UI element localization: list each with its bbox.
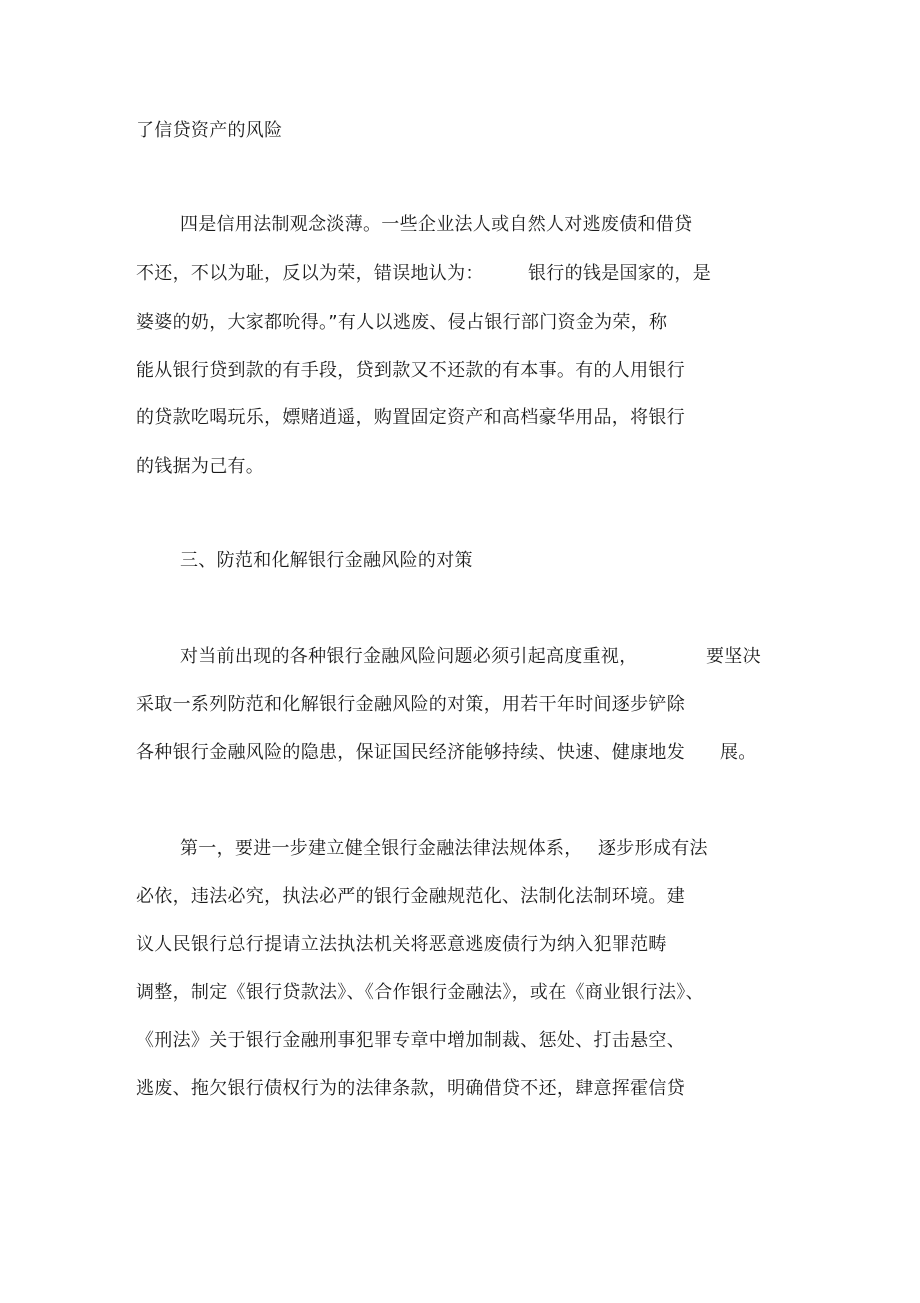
text-line: 《刑法》关于银行金融刑事犯罪专章中增加制裁、惩处、打击悬空、: [136, 1030, 685, 1051]
text-line: 采取一系列防范和化解银行金融风险的对策，用若干年时间逐步铲除: [136, 694, 685, 715]
text-line: 调整，制定《银行贷款法》、《合作银行金融法》，或在《商业银行法》、: [136, 982, 704, 1003]
text-line: 逃废、拖欠银行债权行为的法律条款，明确借贷不还，肆意挥霍信贷: [136, 1078, 685, 1099]
section-heading: 三、防范和化解银行金融风险的对策: [180, 550, 473, 571]
text-line: 的贷款吃喝玩乐，嫖赌逍遥，购置固定资产和高档豪华用品，将银行: [136, 407, 685, 428]
text-line: 要坚决: [706, 646, 761, 667]
text-line: 婆婆的奶，大家都吮得。”有人以逃废、侵占银行部门资金为荣，称: [136, 312, 668, 333]
text-line: 了信贷资产的风险: [136, 120, 283, 141]
text-line: 银行的钱是国家的，是: [528, 263, 711, 284]
text-line: 的钱据为己有。: [136, 456, 265, 477]
text-line: 各种银行金融风险的隐患，保证国民经济能够持续、快速、健康地发: [136, 742, 685, 763]
text-line: 对当前出现的各种银行金融风险问题必须引起高度重视，: [180, 646, 638, 667]
text-line: 逐步形成有法: [598, 838, 708, 859]
text-line: 不还，不以为耻，反以为荣，错误地认为：: [136, 263, 484, 284]
text-line: 议人民银行总行提请立法执法机关将恶意逃废债行为纳入犯罪范畴: [136, 934, 667, 955]
text-line: 第一，要进一步建立健全银行金融法律法规体系，: [180, 838, 583, 859]
text-line: 展。: [720, 742, 757, 763]
text-line: 四是信用法制观念淡薄。一些企业法人或自然人对逃废债和借贷: [180, 214, 693, 235]
text-line: 必依，违法必究，执法必严的银行金融规范化、法制化法制环境。建: [136, 886, 685, 907]
text-line: 能从银行贷到款的有手段，贷到款又不还款的有本事。有的人用银行: [136, 360, 685, 381]
